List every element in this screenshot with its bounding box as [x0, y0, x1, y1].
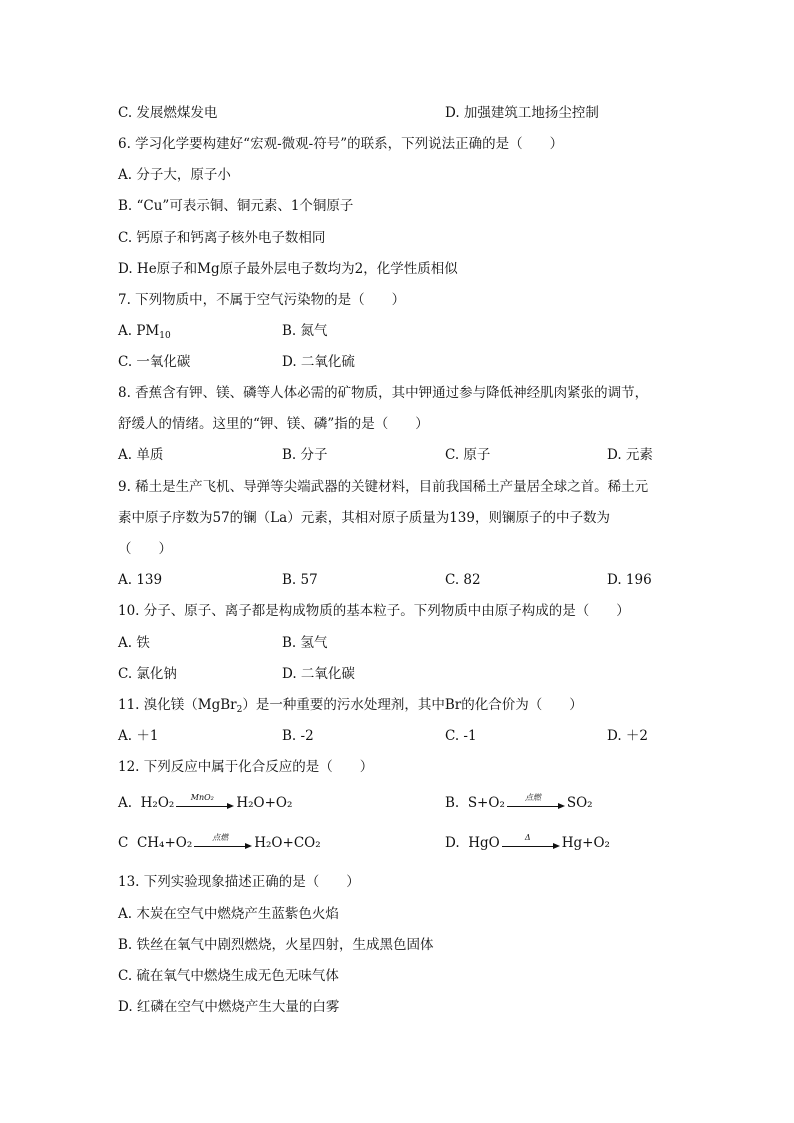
products: SO₂ [566, 795, 593, 811]
reaction-arrow: 点燃 [194, 837, 252, 851]
q8-stem-line2: 舒缓人的情绪。这里的“钾、镁、磷”指的是（ ） [118, 416, 429, 432]
q5-option-c: C. 发展燃煤发电 [118, 105, 218, 121]
products: Hg+O₂ [561, 835, 610, 851]
q13-option-d: D. 红磷在空气中燃烧产生大量的白雾 [118, 999, 340, 1015]
q13-option-a: A. 木炭在空气中燃烧产生蓝紫色火焰 [118, 906, 339, 922]
q9-option-c: C. 82 [445, 572, 481, 588]
q11-option-a: A. ＋1 [118, 728, 159, 744]
q6-option-a: A. 分子大，原子小 [118, 167, 231, 183]
products: H₂O+O₂ [236, 795, 293, 811]
q10-option-d: D. 二氧化碳 [282, 666, 355, 682]
q6-option-b: B. “Cu”可表示铜、铜元素、1个铜原子 [118, 198, 354, 214]
q7-option-a: A. $PM_{10}$ [118, 323, 171, 341]
products: H₂O+CO₂ [254, 835, 321, 851]
q8-option-b: B. 分子 [282, 447, 328, 463]
q11-stem: 11. 溴化镁（MgBr$_2$）是一种重要的污水处理剂，其中Br的化合价为（ ） [118, 697, 583, 715]
q7-option-b: B. 氮气 [282, 323, 328, 339]
q8-stem-line1: 8. 香蕉含有钾、镁、磷等人体必需的矿物质，其中钾通过参与降低神经肌肉紧张的调节， [118, 385, 649, 401]
q10-stem: 10. 分子、原子、离子都是构成物质的基本粒子。下列物质中由原子构成的是（ ） [118, 603, 630, 619]
q9-stem-line2: 素中原子序数为57的镧（La）元素，其相对原子质量为139，则镧原子的中子数为 [118, 510, 610, 526]
q7-option-c: C. 一氧化碳 [118, 354, 191, 370]
reactants: HgO [468, 835, 500, 851]
q11-option-d: D. ＋2 [607, 728, 649, 744]
q7-option-d: D. 二氧化硫 [282, 354, 355, 370]
q8-option-c: C. 原子 [445, 447, 491, 463]
q12-stem: 12. 下列反应中属于化合反应的是（ ） [118, 759, 374, 775]
q10-option-b: B. 氢气 [282, 635, 328, 651]
q11-option-c: C. -1 [445, 728, 477, 744]
q8-option-d: D. 元素 [607, 447, 653, 463]
reactants: S+O₂ [467, 795, 505, 811]
q12-option-b: B. S+O₂ 点燃 SO₂ [445, 792, 593, 811]
q6-option-d: D. He原子和Mg原子最外层电子数均为2，化学性质相似 [118, 261, 458, 277]
q13-stem: 13. 下列实验现象描述正确的是（ ） [118, 874, 360, 890]
q12-option-a: A. H₂O₂ MnO₂ H₂O+O₂ [118, 792, 293, 811]
reaction-arrow: MnO₂ [176, 797, 234, 811]
q11-option-b: B. -2 [282, 728, 314, 744]
q12-option-c: C CH₄+O₂ 点燃 H₂O+CO₂ [118, 832, 321, 851]
q6-stem: 6. 学习化学要构建好“宏观-微观-符号”的联系，下列说法正确的是（ ） [118, 136, 564, 152]
q7-stem: 7. 下列物质中，不属于空气污染物的是（ ） [118, 292, 406, 308]
q9-stem-line1: 9. 稀土是生产飞机、导弹等尖端武器的关键材料，目前我国稀土产量居全球之首。稀土元 [118, 479, 649, 495]
q9-stem-line3: （ ） [118, 541, 172, 557]
q12-option-d: D. HgO Δ Hg+O₂ [445, 832, 610, 851]
q10-option-c: C. 氯化钠 [118, 666, 177, 682]
q9-option-b: B. 57 [282, 572, 318, 588]
q10-option-a: A. 铁 [118, 635, 150, 651]
q8-option-a: A. 单质 [118, 447, 164, 463]
reactants: CH₄+O₂ [136, 835, 193, 851]
reaction-arrow: Δ [502, 837, 560, 851]
q9-option-a: A. 139 [118, 572, 163, 588]
reactants: H₂O₂ [140, 795, 175, 811]
q9-option-d: D. 196 [607, 572, 652, 588]
q5-option-d: D. 加强建筑工地扬尘控制 [445, 105, 599, 121]
reaction-arrow: 点燃 [507, 797, 565, 811]
q13-option-c: C. 硫在氧气中燃烧生成无色无味气体 [118, 968, 339, 984]
q6-option-c: C. 钙原子和钙离子核外电子数相同 [118, 230, 326, 246]
q13-option-b: B. 铁丝在氧气中剧烈燃烧，火星四射，生成黑色固体 [118, 937, 434, 953]
